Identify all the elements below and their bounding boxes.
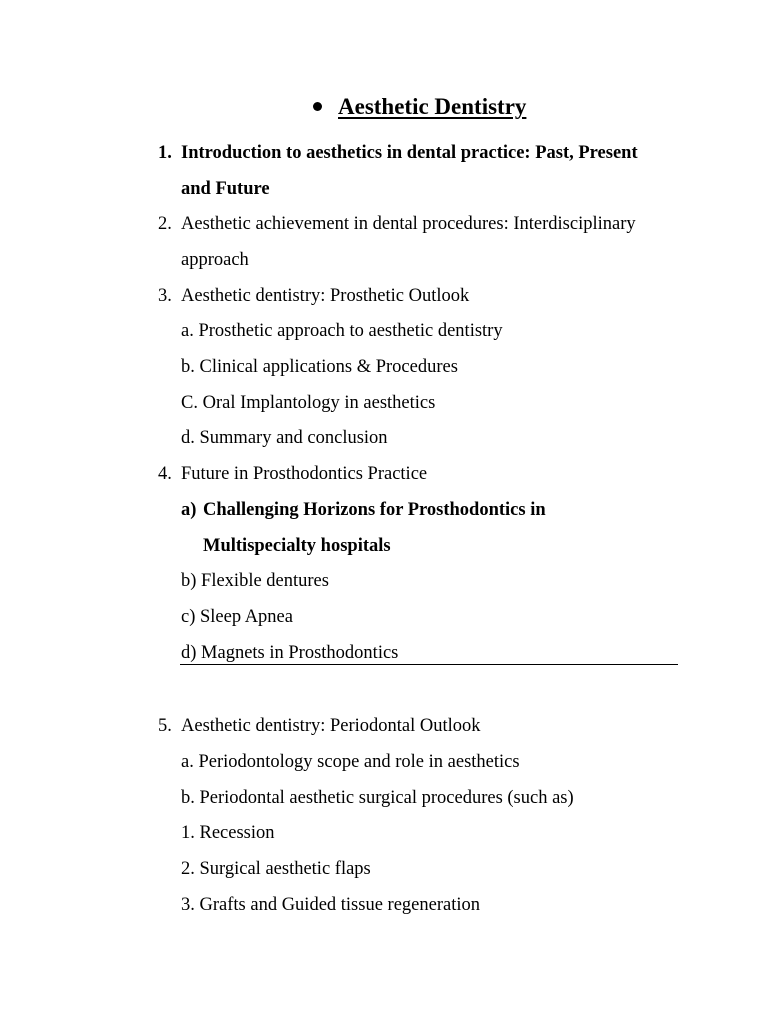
sub-item: a. Prosthetic approach to aesthetic dentistry xyxy=(181,321,503,341)
sub-item: d. Summary and conclusion xyxy=(181,428,388,448)
list-item-text: Aesthetic dentistry: Prosthetic Outlook xyxy=(181,286,470,306)
list-item-continuation: approach xyxy=(181,250,249,270)
sub-item: c) Sleep Apnea xyxy=(181,607,293,627)
horizontal-rule xyxy=(180,664,678,665)
title-row xyxy=(313,94,526,120)
sub-item-continuation: Multispecialty hospitals xyxy=(203,536,391,556)
list-item-number: 4. xyxy=(158,464,172,484)
sub-item: b) Flexible dentures xyxy=(181,571,329,591)
list-item-text: Aesthetic achievement in dental procedures: Interdisciplinary xyxy=(181,214,636,234)
sub-item: b. Periodontal aesthetic surgical procedures (such as) xyxy=(181,788,574,808)
sub-item: a. Periodontology scope and role in aesthetics xyxy=(181,752,520,772)
sub-item-label: a) xyxy=(181,500,197,520)
sub-item: d) Magnets in Prosthodontics xyxy=(181,643,399,663)
list-item-text: Future in Prosthodontics Practice xyxy=(181,464,428,484)
list-item-number: 1. xyxy=(158,143,172,163)
sub-item: 2. Surgical aesthetic flaps xyxy=(181,859,371,879)
list-item-number: 5. xyxy=(158,716,172,736)
sub-item: b. Clinical applications & Procedures xyxy=(181,357,458,377)
document-title: Aesthetic Dentistry xyxy=(338,94,527,119)
list-item-number: 2. xyxy=(158,214,172,234)
sub-item: 1. Recession xyxy=(181,823,275,843)
sub-item-bold: Challenging Horizons for Prosthodontics in xyxy=(203,500,546,520)
list-item-text: Aesthetic dentistry: Periodontal Outlook xyxy=(181,716,481,736)
list-item-text: Introduction to aesthetics in dental practice: Past, Present xyxy=(181,143,638,163)
sub-item: C. Oral Implantology in aesthetics xyxy=(181,393,436,413)
list-item-number: 3. xyxy=(158,286,172,306)
sub-item: 3. Grafts and Guided tissue regeneration xyxy=(181,895,480,915)
bullet-icon xyxy=(313,102,322,111)
list-item-continuation: and Future xyxy=(181,179,270,199)
